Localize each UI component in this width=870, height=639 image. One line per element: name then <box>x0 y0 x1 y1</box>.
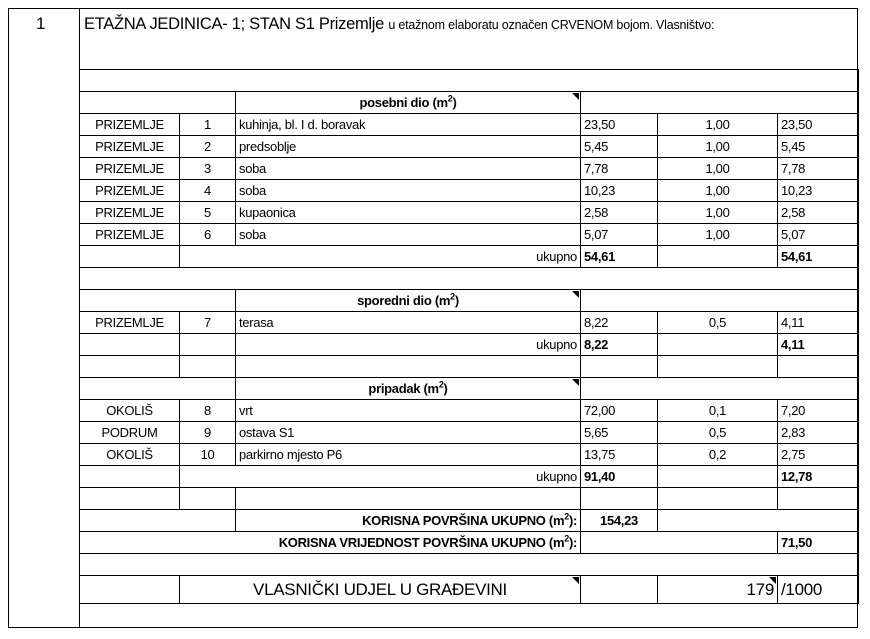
korisna-vrijednost-label: KORISNA VRIJEDNOST POVRŠINA UKUPNO $(m^2)$: <box>80 532 581 554</box>
udjel-value: 179 <box>658 576 778 604</box>
unit-header <box>84 15 714 34</box>
section-title-pripadak: pripadak $(m^2)$ <box>236 378 581 400</box>
table-row: PRIZEMLJE 7 terasa 8,22 0,5 4,11 <box>80 312 859 334</box>
unit-title: ETAŽNA JEDINICA- 1; STAN S1 Prizemlje <box>84 15 385 33</box>
udjel-denominator: /1000 <box>778 576 859 604</box>
area-table <box>79 69 859 604</box>
table-row: PRIZEMLJE 6 soba 5,07 1,00 5,07 <box>80 224 859 246</box>
spacer-row <box>80 70 859 92</box>
section-header-posebni <box>80 92 859 114</box>
table-row: PRIZEMLJE 3 soba 7,78 1,00 7,78 <box>80 158 859 180</box>
section-header-sporedni <box>80 290 859 312</box>
section-title-sporedni: sporedni dio $(m^2)$ <box>236 290 581 312</box>
spacer-row <box>80 356 859 378</box>
section-title-posebni: posebni dio $(m^2)$ <box>236 92 581 114</box>
korisna-povrsina-label: KORISNA POVRŠINA UKUPNO $(m^2)$: <box>236 510 581 532</box>
sum-row-sporedni: ukupno 8,22 4,11 <box>80 334 859 356</box>
table-row: OKOLIŠ 10 parkirno mjesto P6 13,75 0,2 2,75 <box>80 444 859 466</box>
table-row: PODRUM 9 ostava S1 5,65 0,5 2,83 <box>80 422 859 444</box>
spacer-row <box>80 554 859 576</box>
sum-row-posebni: ukupno 54,61 54,61 <box>80 246 859 268</box>
table-row: OKOLIŠ 8 vrt 72,00 0,1 7,20 <box>80 400 859 422</box>
korisna-vrijednost-value: 71,50 <box>778 532 859 554</box>
spacer-row <box>80 488 859 510</box>
korisna-vrijednost-row <box>80 532 859 554</box>
section-header-pripadak <box>80 378 859 400</box>
table-row: PRIZEMLJE 5 kupaonica 2,58 1,00 2,58 <box>80 202 859 224</box>
spacer-row <box>80 268 859 290</box>
udjel-label: VLASNIČKI UDJEL U GRAĐEVINI <box>180 576 581 604</box>
unit-number: 1 <box>36 14 46 33</box>
table-row: PRIZEMLJE 2 predsoblje 5,45 1,00 5,45 <box>80 136 859 158</box>
sum-row-pripadak: ukupno 91,40 12,78 <box>80 466 859 488</box>
korisna-povrsina-row <box>80 510 859 532</box>
unit-subtitle: u etažnom elaboratu označen CRVENOM bojom. Vlasništvo: <box>388 18 715 32</box>
table-row: PRIZEMLJE 1 kuhinja, bl. I d. boravak 23,50 1,00 23,50 <box>80 114 859 136</box>
udjel-row <box>80 576 859 604</box>
korisna-povrsina-value: 154,23 <box>581 510 658 532</box>
table-row: PRIZEMLJE 4 soba 10,23 1,00 10,23 <box>80 180 859 202</box>
